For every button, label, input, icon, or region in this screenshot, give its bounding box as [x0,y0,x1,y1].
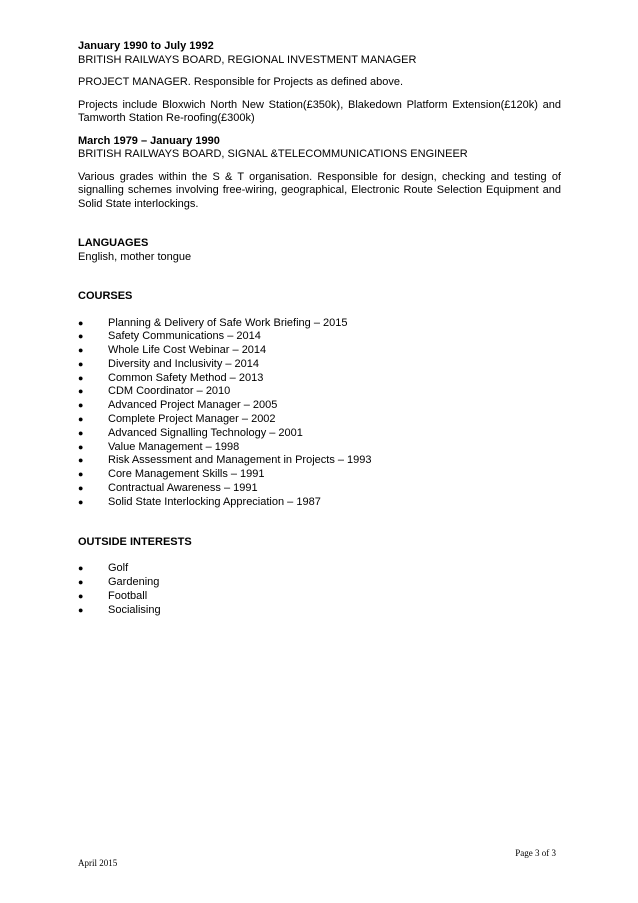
list-item-text: Value Management – 1998 [108,440,240,453]
list-item-text: Contractual Awareness – 1991 [108,482,258,495]
list-item-text: Risk Assessment and Management in Projects – 1993 [108,454,372,467]
bullet-icon: ● [78,590,84,601]
job-dates: January 1990 to July 1992 [78,40,214,52]
list-item-text: Golf [108,562,129,575]
languages-section [78,237,561,264]
page-number: Page 3 of 3 [515,848,556,858]
job-employer: BRITISH RAILWAYS BOARD, SIGNAL &TELECOMMUNICATIONS ENGINEER [78,148,468,160]
bullet-icon: ● [78,496,84,507]
interests-list [78,562,561,617]
list-item [78,454,561,468]
list-item [78,604,561,618]
list-item-text: CDM Coordinator – 2010 [108,385,231,398]
list-item [78,358,561,372]
job-entry [78,40,561,126]
list-item [78,385,561,399]
list-item [78,317,561,331]
list-item-text: Planning & Delivery of Safe Work Briefing – 2015 [108,316,348,329]
list-item-text: Safety Communications – 2014 [108,330,261,343]
list-item [78,562,561,576]
list-item-text: Common Safety Method – 2013 [108,371,264,384]
job-paragraph: PROJECT MANAGER. Responsible for Projects as defined above. [78,76,404,88]
footer-date: April 2015 [78,858,118,868]
bullet-icon: ● [78,576,84,587]
bullet-icon: ● [78,469,84,480]
bullet-icon: ● [78,483,84,494]
courses-list [78,317,561,510]
section-title-languages: LANGUAGES [78,237,149,249]
list-item-text: Gardening [108,575,160,588]
list-item [78,496,561,510]
languages-text: English, mother tongue [78,250,192,263]
list-item-text: Solid State Interlocking Appreciation – 1987 [108,495,321,508]
job-paragraph: Projects include Bloxwich North New Station(£350k), Blakedown Platform Extension(£120k) and Tamworth Station Re-roofing(£300k) [78,98,561,124]
bullet-icon: ● [78,563,84,574]
list-item [78,330,561,344]
bullet-icon: ● [78,358,84,369]
list-item-text: Advanced Signalling Technology – 2001 [108,426,303,439]
resume-page [78,40,561,617]
list-item-text: Football [108,589,148,602]
interests-section [78,536,561,618]
list-item [78,441,561,455]
job-paragraph: Various grades within the S & T organisation. Responsible for design, checking and testing of signalling schemes involving free-wiring, geographical, Electronic Route Selection Equipment and Solid State interlockings. [78,170,561,210]
bullet-icon: ● [78,455,84,466]
bullet-icon: ● [78,386,84,397]
bullet-icon: ● [78,372,84,383]
job-entry [78,135,561,212]
list-item-text: Socialising [108,603,161,616]
list-item-text: Complete Project Manager – 2002 [108,413,276,426]
bullet-icon: ● [78,427,84,438]
list-item-text: Core Management Skills – 1991 [108,468,265,481]
list-item-text: Whole Life Cost Webinar – 2014 [108,344,267,357]
job-employer: BRITISH RAILWAYS BOARD, REGIONAL INVESTMENT MANAGER [78,53,417,66]
list-item [78,427,561,441]
list-item [78,590,561,604]
bullet-icon: ● [78,331,84,342]
list-item [78,482,561,496]
bullet-icon: ● [78,441,84,452]
list-item [78,413,561,427]
list-item [78,468,561,482]
section-title-courses: COURSES [78,290,133,302]
list-item [78,372,561,386]
bullet-icon: ● [78,400,84,411]
courses-section [78,290,561,510]
list-item-text: Diversity and Inclusivity – 2014 [108,357,260,370]
list-item [78,576,561,590]
list-item [78,344,561,358]
bullet-icon: ● [78,414,84,425]
job-dates: March 1979 – January 1990 [78,134,220,147]
bullet-icon: ● [78,345,84,356]
bullet-icon: ● [78,317,84,328]
bullet-icon: ● [78,604,84,615]
list-item-text: Advanced Project Manager – 2005 [108,399,278,412]
section-title-interests: OUTSIDE INTERESTS [78,535,192,548]
list-item [78,399,561,413]
